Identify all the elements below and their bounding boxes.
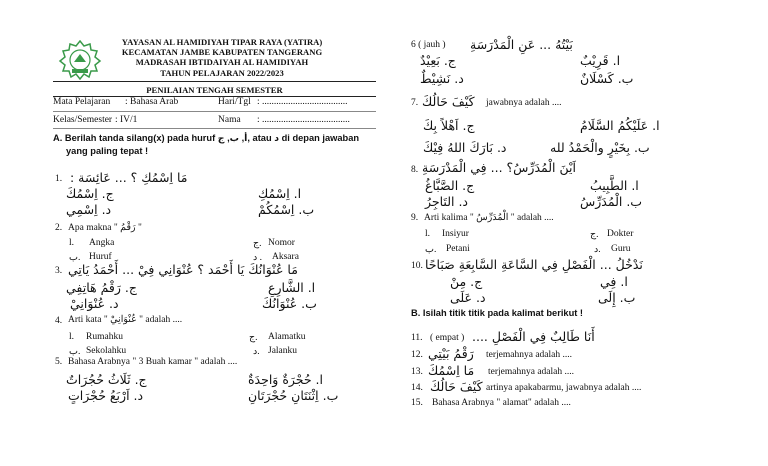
- info-rule: [53, 111, 376, 112]
- info-rule-bottom: [53, 128, 376, 129]
- q2-option-d[interactable]: Aksara: [272, 252, 299, 262]
- q6-option-a[interactable]: ا. قَرِيْبٌ: [580, 53, 621, 68]
- q6-option-d[interactable]: د. نَشِيْطٌ: [420, 71, 464, 86]
- q6-text: بَيْتُهُ ... عَنِ الْمَدْرَسَةِ: [470, 37, 573, 52]
- header-rule-top: [53, 81, 376, 82]
- q4-option-c[interactable]: Alamatku: [268, 332, 306, 342]
- q4-option-d-letter[interactable]: د.: [253, 347, 260, 357]
- q9-text: Arti kalima " الْمُدَرِّسُ " adalah ....: [424, 213, 554, 223]
- section-a-instruction: A. Berilah tanda silang(x) pada huruf أ, ب, ج, atau د di depan jawaban: [53, 133, 360, 143]
- q13-number: 13.: [411, 367, 423, 377]
- subject-value: : Bahasa Arab: [125, 97, 179, 107]
- q11-hint: ( empat ): [430, 333, 465, 343]
- q14-number: 14.: [411, 383, 423, 393]
- q13-text: مَا اِسْمُكَ: [428, 363, 475, 378]
- q1-text: مَا اِسْمُكِ ؟ ... عَائِسَة :: [70, 170, 188, 185]
- subject-label: Mata Pelajaran: [53, 97, 111, 107]
- q3-option-d[interactable]: د. عُنْوَانِيْ: [70, 296, 119, 311]
- q12-suffix: terjemahnya adalah ....: [486, 350, 572, 360]
- q13-suffix: terjemahnya adalah ....: [488, 367, 574, 377]
- q3-number: 3.: [55, 266, 63, 276]
- q5-text: Bahasa Arabnya " 3 Buah kamar " adalah ....: [68, 357, 238, 367]
- q2-option-a[interactable]: Angka: [89, 238, 115, 248]
- date-field[interactable]: : ....................................: [257, 97, 348, 107]
- q11-text: أَنَا طَالِبٌ فِي الْفَصْلِ ....: [472, 329, 595, 344]
- q4-text: Arti kata " عُنْوَانِيْ " adalah ....: [68, 315, 183, 325]
- q2-option-a-letter[interactable]: l.: [69, 238, 75, 248]
- q7-option-d[interactable]: د. بَارَكَ اللهُ فِيْكَ: [423, 140, 507, 155]
- q9-option-b-letter[interactable]: ب.: [425, 245, 437, 255]
- q1-option-c[interactable]: ج. اِسْمُكَ: [66, 186, 114, 201]
- q4-option-b[interactable]: Sekolahku: [86, 346, 127, 356]
- q15-number: 15.: [411, 398, 423, 408]
- q3-option-b[interactable]: ب. عُنْوَانُكَ: [262, 296, 317, 311]
- q1-option-a[interactable]: ا. اِسْمُكِ: [258, 186, 302, 201]
- q5-option-b[interactable]: ب. اِثْنَتَانِ حُجْرَتَانِ: [248, 388, 339, 403]
- exam-title: PENILAIAN TENGAH SEMESTER: [146, 85, 283, 95]
- q10-number: 10.: [411, 261, 423, 271]
- q5-option-a[interactable]: ا. حُجْرَةٌ وَاحِدَةٌ: [248, 372, 323, 387]
- q2-option-d-letter[interactable]: د .: [253, 253, 262, 263]
- q8-option-b[interactable]: ب. الْمُدَرِّسُ: [580, 194, 643, 209]
- q2-number: 2.: [55, 223, 63, 233]
- class-label: Kelas/Semester: [53, 115, 113, 125]
- school-logo: [58, 40, 102, 80]
- section-a-instruction-2: yang paling tepat !: [66, 146, 149, 156]
- q1-number: 1.: [55, 174, 63, 184]
- school-name: MADRASAH IBTIDAIYAH AL HAMIDIYAH: [135, 57, 309, 67]
- district-name: KECAMATAN JAMBE KABUPATEN TANGERANG: [121, 47, 323, 57]
- q10-option-d[interactable]: د. عَلَى: [450, 290, 486, 305]
- q8-number: 8.: [411, 165, 419, 175]
- school-logo-icon: [58, 40, 102, 80]
- q9-option-c[interactable]: Dokter: [607, 229, 634, 239]
- q7-option-a[interactable]: ا. عَلَيْكُمُ السَّلَامُ: [580, 118, 660, 133]
- section-b-instruction: B. Isilah titik titik pada kalimat berikut !: [411, 308, 584, 318]
- q12-text: رَقْمُ بَيْتِي: [428, 346, 474, 361]
- q4-option-b-letter[interactable]: ب.: [69, 347, 81, 357]
- name-label: Nama: [218, 115, 241, 125]
- q9-number: 9.: [411, 213, 419, 223]
- q10-option-c[interactable]: ج. مِنْ: [450, 274, 483, 289]
- q3-option-a[interactable]: ا. الشَّارِعِ: [268, 280, 316, 295]
- q5-number: 5.: [55, 357, 63, 367]
- q9-option-b[interactable]: Petani: [446, 244, 470, 254]
- q9-option-a-letter[interactable]: l.: [425, 229, 431, 239]
- q9-option-d-letter[interactable]: د.: [594, 245, 601, 255]
- q4-option-a-letter[interactable]: l.: [69, 332, 75, 342]
- q10-text: نَدْخُلُ ... الْفَصْلِ فِي السَّاعَةِ السَّابِعَةِ صَبَاحًا: [425, 257, 643, 272]
- q1-option-d[interactable]: د. اِسْمِي: [66, 202, 112, 217]
- class-value: : IV/1: [115, 115, 138, 125]
- q14-suffix: artinya apakabarmu, jawabnya adalah ....: [486, 383, 642, 393]
- q9-option-d[interactable]: Guru: [611, 244, 631, 254]
- school-year: TAHUN PELAJARAN 2022/2023: [160, 68, 284, 78]
- q3-option-c[interactable]: ج. رَقْمُ هَاتِفِي: [66, 280, 137, 295]
- q7-option-b[interactable]: ب. بِخَيْرٍ والْحَمْدُ لله: [550, 140, 650, 155]
- q7-text: كَيْفَ حَالُكَ: [422, 94, 475, 109]
- q4-option-a[interactable]: Rumahku: [86, 332, 123, 342]
- q7-suffix: jawabnya adalah ....: [486, 98, 562, 108]
- q4-number: 4.: [55, 316, 63, 326]
- q6-number: 6 ( jauh ): [411, 40, 446, 50]
- q8-option-d[interactable]: د. التَاجِرُ: [425, 194, 468, 209]
- q10-option-a[interactable]: ا. فِي: [600, 274, 628, 289]
- q10-option-b[interactable]: ب. إِلَى: [598, 290, 636, 305]
- foundation-name: YAYASAN AL HAMIDIYAH TIPAR RAYA (YATIRA): [121, 37, 323, 47]
- q4-option-d[interactable]: Jalanku: [268, 346, 298, 356]
- q12-number: 12.: [411, 350, 423, 360]
- q2-option-c-letter[interactable]: ج.: [253, 239, 262, 249]
- name-field[interactable]: : .....................................: [257, 115, 350, 125]
- q15-text: Bahasa Arabnya " alamat" adalah ....: [432, 398, 571, 408]
- date-label: Hari/Tgl: [218, 97, 251, 107]
- q6-option-b[interactable]: ب. كَسْلَانٌ: [580, 71, 634, 86]
- q4-option-c-letter[interactable]: ج.: [249, 333, 258, 343]
- q2-option-b[interactable]: Huruf: [89, 252, 112, 262]
- q5-option-d[interactable]: د. اَرْبَعُ حُجْرَاتٍ: [68, 388, 144, 403]
- q11-number: 11.: [411, 333, 423, 343]
- q2-option-c[interactable]: Nomor: [268, 238, 295, 248]
- q5-option-c[interactable]: ج. ثَلَاثُ حُجُرَاتٌ: [66, 372, 147, 387]
- q9-option-a[interactable]: Insiyur: [442, 229, 469, 239]
- q2-option-b-letter[interactable]: ب.: [69, 253, 81, 263]
- q1-option-b[interactable]: ب. اِسْمُكُمْ: [258, 202, 315, 217]
- q8-option-c[interactable]: ج. الصَّبَّاغُ: [425, 178, 475, 193]
- q8-option-a[interactable]: ا. الطَّبِيبُ: [590, 178, 639, 193]
- q14-text: كَيْفَ حَالُكَ: [430, 379, 483, 394]
- q6-option-c[interactable]: ج. بَعِيْدٌ: [420, 53, 456, 68]
- q8-text: اَيْنَ الْمُدَرِّسُ؟ ... فِي الْمَدْرَسَةِ: [422, 160, 576, 175]
- q7-number: 7.: [411, 98, 419, 108]
- q7-option-c[interactable]: ج. اَهْلاً بِكَ: [423, 118, 475, 133]
- q9-option-c-letter[interactable]: ج.: [590, 230, 599, 240]
- q3-text: مَا عُنْوَانُكَ يَا أَحْمَد ؟ عُنْوَانِي فِيْ ... أَحْمَدُ يَاتِي: [68, 262, 298, 277]
- q2-text: Apa makna " رَقْمُ ": [68, 223, 142, 233]
